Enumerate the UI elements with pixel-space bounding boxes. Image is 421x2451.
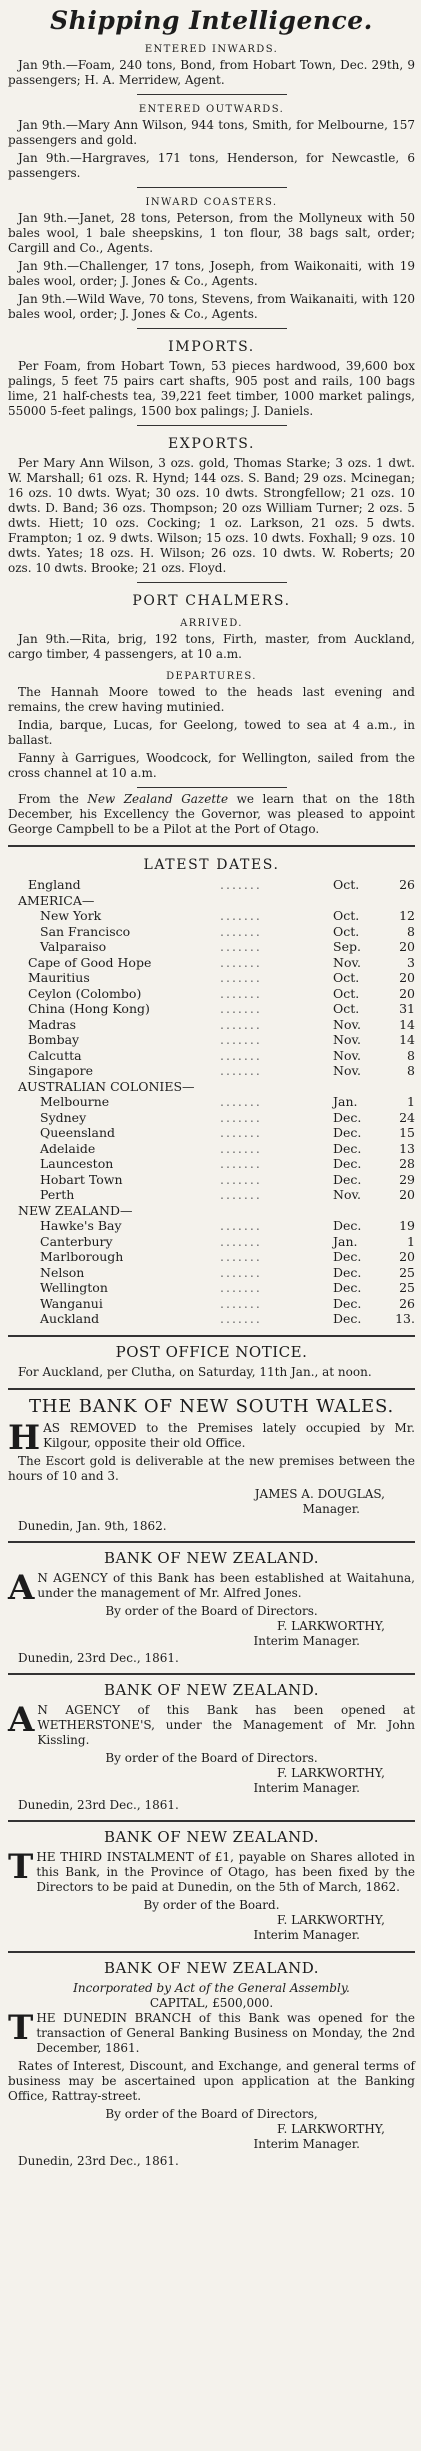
place-name: NEW ZEALAND— (18, 1202, 133, 1218)
leader-dots: ....... (220, 1140, 262, 1156)
imports-item: Per Foam, from Hobart Town, 53 pieces hardwood, 39,600 box palings, 5 feet 75 pairs cart shafts, 905 post and rails, 100 bags lime, 21 half-chests tea, 39,221 feet timber, 1000 market palings, 55000 5-feet palings, 1500 box palings; J. Daniels. (8, 359, 415, 418)
bnz-heading: BANK OF NEW ZEALAND. (103, 1958, 320, 1977)
gazette-name: New Zealand Gazette (87, 792, 229, 806)
latest-dates-row (8, 1203, 415, 1219)
latest-dates-row (8, 1125, 415, 1141)
bnz-text (8, 1567, 415, 1608)
bnz-body: HE THIRD INSTALMENT of £1, payable on Shares alloted in this Bank, in the Province of Otago, has been fixed by the Directors to be paid at Dunedin, on the 5th of March, 1862. (36, 1849, 415, 1894)
latest-dates-row (8, 955, 415, 971)
inward-coasters-item: Jan 9th.—Challenger, 17 tons, Joseph, from Waikonaiti, with 19 bales wool, order; J. Jones & Co., Agents. (8, 259, 415, 288)
leader-dots: ....... (220, 1109, 262, 1125)
entered-inwards-heading: ENTERED INWARDS. (144, 44, 279, 55)
date-day: 20 (399, 1249, 415, 1264)
place-name: Marlborough (40, 1249, 124, 1264)
date-month: Jan. (333, 1233, 358, 1249)
date-month: Sep. (333, 939, 361, 954)
divider (137, 187, 287, 188)
leader-dots: ....... (220, 1280, 262, 1295)
notice-date: Dunedin, 23rd Dec., 1861. (18, 2153, 179, 2168)
arrived-item: Jan 9th.—Rita, brig, 192 tons, Firth, master, from Auckland, cargo timber, 4 passengers, at 10 a.m. (8, 632, 415, 661)
date-day: 13. (395, 1311, 415, 1326)
bnz-text2: Rates of Interest, Discount, and Exchange, and general terms of business may be ascertained upon application at the Banking Office, Rattray-street. (8, 2058, 415, 2103)
dropcap: A (8, 1699, 35, 1740)
latest-dates-row (8, 1017, 415, 1033)
latest-dates-row (8, 970, 415, 986)
date-month: Dec. (333, 1109, 362, 1125)
leader-dots (220, 893, 333, 909)
date-month: Nov. (333, 1047, 362, 1063)
signatory: F. LARKWORTHY, (277, 1765, 385, 1780)
signatory-role: Interim Manager. (253, 2136, 360, 2151)
date-day: 25 (399, 1280, 415, 1295)
date-day: 29 (399, 1171, 415, 1187)
entered-outwards-item: Jan 9th.—Hargraves, 171 tons, Henderson, for Newcastle, 6 passengers. (8, 151, 415, 180)
date-day: 8 (407, 1063, 415, 1078)
leader-dots: ....... (220, 1249, 262, 1264)
place-name: Queensland (40, 1125, 116, 1140)
leader-dots: ....... (220, 970, 262, 985)
date-month (333, 1203, 383, 1219)
notice-date: Dunedin, 23rd Dec., 1861. (18, 1650, 179, 1665)
leader-dots: ....... (220, 908, 262, 923)
leader-dots: ....... (220, 939, 262, 954)
inward-coasters-item: Jan 9th.—Janet, 28 tons, Peterson, from the Mollyneux with 50 bales wool, 1 bale sheepskins, 1 ton flour, 38 bags salt, order; Cargill and Co., Agents. (8, 211, 415, 255)
date-day: 20 (399, 1187, 415, 1202)
divider (137, 94, 287, 95)
place-name: Melbourne (40, 1094, 110, 1109)
date-day: 3 (407, 954, 415, 970)
date-day: 31 (399, 1001, 415, 1016)
latest-dates-row (8, 1234, 415, 1250)
signatory-role: Interim Manager. (253, 1927, 360, 1942)
date-day (383, 1079, 415, 1095)
place-name: Mauritius (28, 970, 90, 985)
signatory: F. LARKWORTHY, (277, 2121, 385, 2136)
leader-dots: ....... (220, 1032, 262, 1047)
exports-heading: EXPORTS. (167, 436, 256, 452)
date-day: 24 (399, 1109, 415, 1125)
section-rule (8, 845, 415, 847)
latest-dates-row (8, 924, 415, 940)
date-day: 19 (399, 1218, 415, 1233)
latest-dates-row (8, 1311, 415, 1327)
leader-dots: ....... (220, 923, 262, 939)
leader-dots: ....... (220, 985, 262, 1001)
latest-dates-row (8, 1172, 415, 1188)
order-line: By order of the Board of Directors, (105, 2106, 318, 2121)
latest-dates-row (8, 1187, 415, 1203)
place-name: Singapore (28, 1063, 93, 1078)
signatory: JAMES A. DOUGLAS, (254, 1486, 385, 1501)
place-name: Hawke's Bay (40, 1218, 122, 1233)
leader-dots: ....... (220, 1125, 262, 1140)
date-month: Dec. (333, 1218, 362, 1233)
signatory: F. LARKWORTHY, (277, 1618, 385, 1633)
latest-dates-row (8, 986, 415, 1002)
place-name: Cape of Good Hope (28, 954, 152, 970)
divider (137, 328, 287, 329)
place-name: Wanganui (40, 1295, 103, 1311)
date-day: 28 (399, 1156, 415, 1171)
place-name: Adelaide (40, 1140, 96, 1156)
place-name: Calcutta (28, 1047, 82, 1063)
capital-line: CAPITAL, £500,000. (149, 1995, 274, 2010)
section-rule (8, 1951, 415, 1953)
bnz-text (8, 1699, 415, 1748)
arrived-heading: ARRIVED. (180, 618, 243, 629)
date-month: Nov. (333, 1016, 362, 1032)
leader-dots: ....... (220, 1047, 262, 1063)
exports-item: Per Mary Ann Wilson, 3 ozs. gold, Thomas Starke; 3 ozs. 1 dwt. W. Marshall; 61 ozs. R. Hynd; 144 ozs. S. Band; 29 ozs. Mcinegan; 16 ozs. 10 dwts. Wyat; 30 ozs. 10 dwts. Strongfellow; 21 ozs. 10 dwts. D. Band; 36 ozs. Thompson; 20 ozs William Turner; 2 ozs. 5 dwts. Hiett; 10 ozs. Cocking; 1 oz. Larkson, 21 ozs. 5 dwts. Frampton; 1 oz. 9 dwts. Wilson; 15 ozs. 10 dwts. Foxhall; 9 ozs. 10 dwts. Yates; 18 ozs. H. Wilson; 26 ozs. 10 dwts. W. Roberts; 20 ozs. 10 dwts. Brooke; 21 ozs. Floyd. (8, 456, 415, 575)
incorporated-line: Incorporated by Act of the General Assembly. (73, 1980, 350, 1995)
bank-nsw-text (8, 1417, 415, 1458)
port-chalmers-heading: PORT CHALMERS. (132, 593, 291, 609)
section-rule (8, 1820, 415, 1822)
latest-dates-row (8, 908, 415, 924)
date-month: Dec. (333, 1280, 362, 1295)
bank-nsw-heading: THE BANK OF NEW SOUTH WALES. (29, 1395, 394, 1417)
post-office-heading: POST OFFICE NOTICE. (115, 1342, 308, 1361)
imports-heading: IMPORTS. (168, 339, 255, 355)
date-day: 14 (399, 1032, 415, 1047)
date-day: 13 (399, 1140, 415, 1156)
leader-dots: ....... (220, 1233, 262, 1249)
latest-dates-row (8, 1063, 415, 1079)
date-month: Dec. (333, 1125, 362, 1140)
latest-dates-heading: LATEST DATES. (143, 857, 280, 873)
latest-dates-row (8, 939, 415, 955)
place-name: Madras (28, 1016, 77, 1032)
date-month: Oct. (333, 877, 360, 892)
order-line: By order of the Board of Directors. (105, 1750, 318, 1765)
place-name: AMERICA— (18, 892, 95, 908)
departures-item: The Hannah Moore towed to the heads last evening and remains, the crew having mutinied. (8, 685, 415, 714)
place-name: Bombay (28, 1032, 80, 1047)
date-day: 15 (399, 1125, 415, 1140)
date-day (383, 893, 415, 909)
inward-coasters-item: Jan 9th.—Wild Wave, 70 tons, Stevens, from Waikanaiti, with 120 bales wool, order; J. Jones & Co., Agents. (8, 292, 415, 321)
date-month (333, 893, 383, 909)
latest-dates-row (8, 1218, 415, 1234)
leader-dots: ....... (220, 1187, 262, 1202)
date-month: Dec. (333, 1156, 362, 1171)
section-rule (8, 1673, 415, 1675)
latest-dates-row (8, 1249, 415, 1265)
place-name: Launceston (40, 1156, 114, 1171)
place-name: New York (40, 908, 102, 923)
place-name: Valparaiso (40, 939, 107, 954)
place-name: China (Hong Kong) (28, 1001, 150, 1016)
post-office-text: For Auckland, per Clutha, on Saturday, 11th Jan., at noon. (18, 1364, 372, 1379)
entered-inwards-item: Jan 9th.—Foam, 240 tons, Bond, from Hobart Town, Dec. 29th, 9 passengers; H. A. Merridew, Agent. (8, 58, 415, 87)
leader-dots (220, 1079, 333, 1095)
latest-dates-row (8, 1280, 415, 1296)
leader-dots: ....... (220, 1016, 262, 1032)
bnz-heading: BANK OF NEW ZEALAND. (103, 1827, 320, 1846)
date-day: 26 (399, 877, 415, 892)
date-month: Oct. (333, 923, 360, 939)
notice-date: Dunedin, 23rd Dec., 1861. (18, 1797, 179, 1812)
signatory: F. LARKWORTHY, (277, 1912, 385, 1927)
place-name: San Francisco (40, 923, 131, 939)
date-month: Dec. (333, 1264, 362, 1280)
date-month: Dec. (333, 1295, 362, 1311)
date-month: Jan. (333, 1094, 358, 1109)
date-day: 20 (399, 970, 415, 985)
place-name: Nelson (40, 1264, 85, 1280)
date-day: 12 (399, 908, 415, 923)
dropcap: T (8, 1846, 34, 1887)
place-name: Wellington (40, 1280, 108, 1295)
latest-dates-row (8, 1079, 415, 1095)
date-month: Dec. (333, 1171, 362, 1187)
date-month: Oct. (333, 970, 360, 985)
dropcap: H (8, 1417, 41, 1458)
date-month (333, 1079, 383, 1095)
bnz-heading: BANK OF NEW ZEALAND. (103, 1548, 320, 1567)
latest-dates-row (8, 1141, 415, 1157)
section-rule (8, 1388, 415, 1390)
signatory-role: Interim Manager. (253, 1633, 360, 1648)
place-name: Ceylon (Colombo) (28, 985, 142, 1001)
place-name: Canterbury (40, 1233, 113, 1249)
place-name: Sydney (40, 1109, 87, 1125)
latest-dates-table (8, 877, 415, 1327)
gazette-note-lead: From the (18, 792, 79, 806)
latest-dates-row (8, 1110, 415, 1126)
date-day: 1 (407, 1233, 415, 1249)
leader-dots: ....... (220, 1264, 262, 1280)
departures-heading: DEPARTURES. (166, 671, 257, 682)
place-name: England (28, 877, 81, 892)
bnz-heading: BANK OF NEW ZEALAND. (103, 1680, 320, 1699)
departures-item: Fanny à Garrigues, Woodcock, for Wellington, sailed from the cross channel at 10 a.m. (8, 751, 415, 780)
latest-dates-row (8, 1094, 415, 1110)
place-name: Auckland (40, 1311, 100, 1326)
bnz-text (8, 1846, 415, 1895)
departures-item: India, barque, Lucas, for Geelong, towed to sea at 4 a.m., in ballast. (8, 718, 415, 747)
order-line: By order of the Board of Directors. (105, 1603, 318, 1618)
leader-dots (220, 1203, 333, 1219)
place-name: AUSTRALIAN COLONIES— (18, 1078, 195, 1094)
dropcap: A (8, 1567, 35, 1608)
date-month: Oct. (333, 908, 360, 923)
bnz-body: N AGENCY of this Bank has been opened at WETHERSTONE'S, under the Management of Mr. John Kissling. (37, 1702, 415, 1747)
bnz-text (8, 2007, 415, 2056)
date-day: 20 (399, 985, 415, 1001)
latest-dates-row (8, 893, 415, 909)
gazette-note (8, 792, 415, 837)
signatory-role: Interim Manager. (253, 1780, 360, 1795)
bnz-body: HE DUNEDIN BRANCH of this Bank was opened for the transaction of General Banking Business on Monday, the 2nd December, 1861. (36, 2010, 415, 2055)
date-month: Oct. (333, 1001, 360, 1016)
latest-dates-row (8, 1001, 415, 1017)
bank-nsw-text2: The Escort gold is deliverable at the new premises between the hours of 10 and 3. (8, 1453, 415, 1483)
date-month: Nov. (333, 1032, 362, 1047)
date-day: 8 (407, 923, 415, 939)
section-rule (8, 1335, 415, 1337)
date-month: Oct. (333, 985, 360, 1001)
date-day (383, 1203, 415, 1219)
date-day: 8 (407, 1047, 415, 1063)
signatory-role: Manager. (302, 1501, 360, 1516)
date-day: 14 (399, 1016, 415, 1032)
leader-dots: ....... (220, 1063, 262, 1078)
latest-dates-row (8, 1048, 415, 1064)
date-month: Nov. (333, 1187, 362, 1202)
leader-dots: ....... (220, 1001, 262, 1016)
date-day: 25 (399, 1264, 415, 1280)
page-title: Shipping Intelligence. (50, 6, 373, 35)
leader-dots: ....... (220, 1171, 262, 1187)
leader-dots: ....... (220, 1094, 262, 1109)
date-month: Dec. (333, 1249, 362, 1264)
order-line: By order of the Board. (143, 1897, 280, 1912)
date-day: 20 (399, 939, 415, 954)
leader-dots: ....... (220, 954, 262, 970)
leader-dots: ....... (220, 1311, 262, 1326)
entered-outwards-heading: ENTERED OUTWARDS. (138, 104, 285, 115)
entered-outwards-item: Jan 9th.—Mary Ann Wilson, 944 tons, Smith, for Melbourne, 157 passengers and gold. (8, 118, 415, 147)
date-day: 1 (407, 1094, 415, 1109)
place-name: Perth (40, 1187, 75, 1202)
divider (137, 425, 287, 426)
divider (137, 787, 287, 788)
leader-dots: ....... (220, 877, 262, 892)
notice-date: Dunedin, Jan. 9th, 1862. (18, 1518, 167, 1533)
bank-nsw-body: AS REMOVED to the Premises lately occupied by Mr. Kilgour, opposite their old Office. (43, 1420, 415, 1450)
dropcap: T (8, 2007, 34, 2048)
latest-dates-row (8, 1156, 415, 1172)
divider (137, 582, 287, 583)
leader-dots: ....... (220, 1218, 262, 1233)
date-month: Dec. (333, 1140, 362, 1156)
bnz-body: N AGENCY of this Bank has been established at Waitahuna, under the management of Mr. Alfred Jones. (37, 1570, 415, 1600)
date-month: Nov. (333, 954, 362, 970)
date-month: Nov. (333, 1063, 362, 1078)
date-month: Dec. (333, 1311, 362, 1326)
leader-dots: ....... (220, 1295, 262, 1311)
date-day: 26 (399, 1295, 415, 1311)
section-rule (8, 1541, 415, 1543)
latest-dates-row (8, 877, 415, 893)
leader-dots: ....... (220, 1156, 262, 1171)
gazette-note-body: we learn that on the 18th December, his Excellency the Governor, was pleased to appoint George Campbell to be a Pilot at the Port of Otago. (8, 792, 415, 836)
latest-dates-row (8, 1296, 415, 1312)
latest-dates-row (8, 1265, 415, 1281)
place-name: Hobart Town (40, 1171, 123, 1187)
inward-coasters-heading: INWARD COASTERS. (145, 197, 278, 208)
latest-dates-row (8, 1032, 415, 1048)
